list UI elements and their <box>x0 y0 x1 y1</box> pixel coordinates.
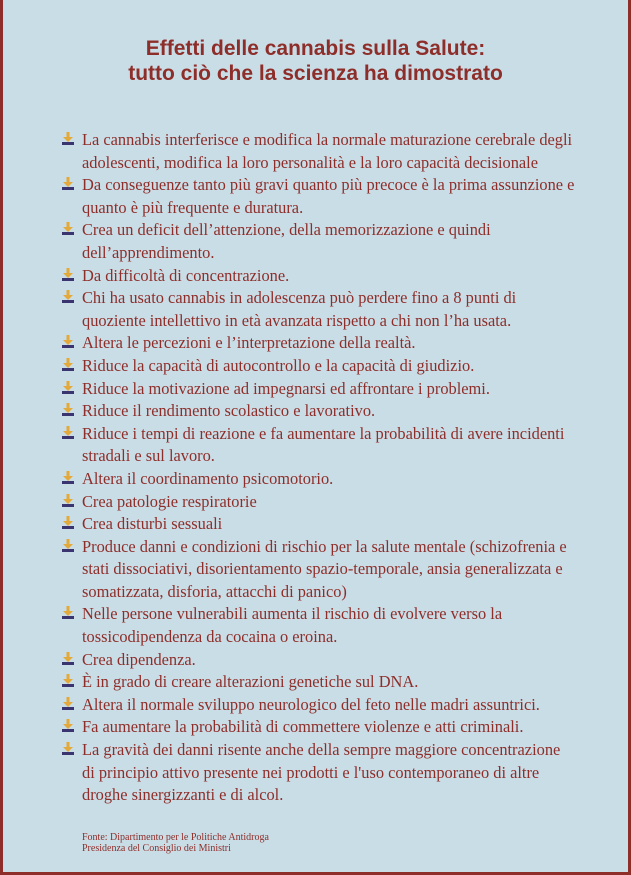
list-item <box>59 739 604 807</box>
arrow-down-bullet-icon <box>61 742 75 756</box>
list-item-line: Crea un deficit dell’attenzione, della memorizzazione e quindi <box>82 220 491 240</box>
list-item-line: Riduce i tempi di reazione e fa aumentare la probabilità di avere incidenti <box>82 423 565 443</box>
list-item <box>59 536 604 604</box>
arrow-down-bullet-icon <box>61 290 75 304</box>
arrow-down-bullet-icon <box>61 381 75 395</box>
arrow-down-bullet-icon <box>61 719 75 733</box>
list-item-line: Da difficoltà di concentrazione. <box>82 265 290 285</box>
arrow-down-bullet-icon <box>61 539 75 553</box>
arrow-down-bullet-icon <box>61 516 75 530</box>
list-item <box>59 423 604 468</box>
title-line-1: Effetti delle cannabis sulla Salute: <box>145 37 486 60</box>
list-item <box>59 694 604 717</box>
list-item-line: adolescenti, modifica la loro personalità e la loro capacità decisionale <box>82 152 539 172</box>
list-item-line: droghe sinergizzanti e di alcol. <box>82 785 284 805</box>
list-item <box>59 129 604 174</box>
list-item-line: Crea patologie respiratorie <box>82 491 257 511</box>
list-item <box>59 468 604 491</box>
arrow-down-bullet-icon <box>61 471 75 485</box>
list-item-line: Altera le percezioni e l’interpretazione della realtà. <box>82 333 416 353</box>
arrow-down-bullet-icon <box>61 652 75 666</box>
list-item-line: La gravità dei danni risente anche della sempre maggiore concentrazione <box>82 740 561 760</box>
list-item-line: Fa aumentare la probabilità di commettere violenze e atti criminali. <box>82 717 524 737</box>
arrow-down-bullet-icon <box>61 335 75 349</box>
arrow-down-bullet-icon <box>61 403 75 417</box>
list-item <box>59 513 604 536</box>
source-credit <box>82 832 269 854</box>
arrow-down-bullet-icon <box>61 358 75 372</box>
list-item-line: tossicodipendenza da cocaina o eroina. <box>82 627 338 647</box>
arrow-down-bullet-icon <box>61 606 75 620</box>
list-item <box>59 174 604 219</box>
source-line-2: Presidenza del Consiglio dei Ministri <box>82 843 231 854</box>
list-item-line: Riduce la capacità di autocontrollo e la capacità di giudizio. <box>82 355 475 375</box>
arrow-down-bullet-icon <box>61 674 75 688</box>
list-item <box>59 265 604 288</box>
list-item <box>59 491 604 514</box>
list-item-line: È in grado di creare alterazioni genetiche sul DNA. <box>82 672 419 692</box>
arrow-down-bullet-icon <box>61 426 75 440</box>
effects-list <box>59 129 604 807</box>
list-item <box>59 355 604 378</box>
list-item-line: stati dissociativi, disorientamento spazio-temporale, ansia generalizzata e <box>82 559 563 579</box>
list-item-line: Riduce il rendimento scolastico e lavorativo. <box>82 401 376 421</box>
list-item <box>59 400 604 423</box>
list-item-line: somatizzata, disforia, attacchi di panico) <box>82 581 347 601</box>
list-item-line: dell’apprendimento. <box>82 242 215 262</box>
list-item-line: quoziente intellettivo in età avanzata rispetto a chi non l’ha usata. <box>82 310 512 330</box>
list-item-line: Produce danni e condizioni di rischio per la salute mentale (schizofrenia e <box>82 536 567 556</box>
list-item <box>59 287 604 332</box>
list-item <box>59 378 604 401</box>
list-item <box>59 603 604 648</box>
arrow-down-bullet-icon <box>61 132 75 146</box>
source-line-1: Fonte: Dipartimento per le Politiche Antidroga <box>82 832 269 843</box>
arrow-down-bullet-icon <box>61 177 75 191</box>
list-item-line: Chi ha usato cannabis in adolescenza può perdere fino a 8 punti di <box>82 288 517 308</box>
title-line-2: tutto ciò che la scienza ha dimostrato <box>128 62 503 85</box>
list-item <box>59 716 604 739</box>
page-title <box>3 36 628 86</box>
list-item-line: Crea dipendenza. <box>82 649 196 669</box>
arrow-down-bullet-icon <box>61 697 75 711</box>
arrow-down-bullet-icon <box>61 222 75 236</box>
list-item-line: stradali e sul lavoro. <box>82 446 215 466</box>
list-item <box>59 671 604 694</box>
arrow-down-bullet-icon <box>61 494 75 508</box>
list-item-line: di principio attivo presente nei prodotti e l'uso contemporaneo di altre <box>82 762 540 782</box>
list-item-line: Altera il coordinamento psicomotorio. <box>82 468 334 488</box>
list-item-line: Riduce la motivazione ad impegnarsi ed affrontare i problemi. <box>82 378 490 398</box>
arrow-down-bullet-icon <box>61 268 75 282</box>
list-item-line: Da conseguenze tanto più gravi quanto più precoce è la prima assunzione e <box>82 175 575 195</box>
list-item <box>59 332 604 355</box>
list-item-line: Altera il normale sviluppo neurologico del feto nelle madri assuntrici. <box>82 694 540 714</box>
list-item-line: La cannabis interferisce e modifica la normale maturazione cerebrale degli <box>82 130 573 149</box>
list-item <box>59 219 604 264</box>
list-item <box>59 649 604 672</box>
list-item-line: quanto è più frequente e duratura. <box>82 197 304 217</box>
list-item-line: Nelle persone vulnerabili aumenta il rischio di evolvere verso la <box>82 604 503 624</box>
list-item-line: Crea disturbi sessuali <box>82 514 223 534</box>
